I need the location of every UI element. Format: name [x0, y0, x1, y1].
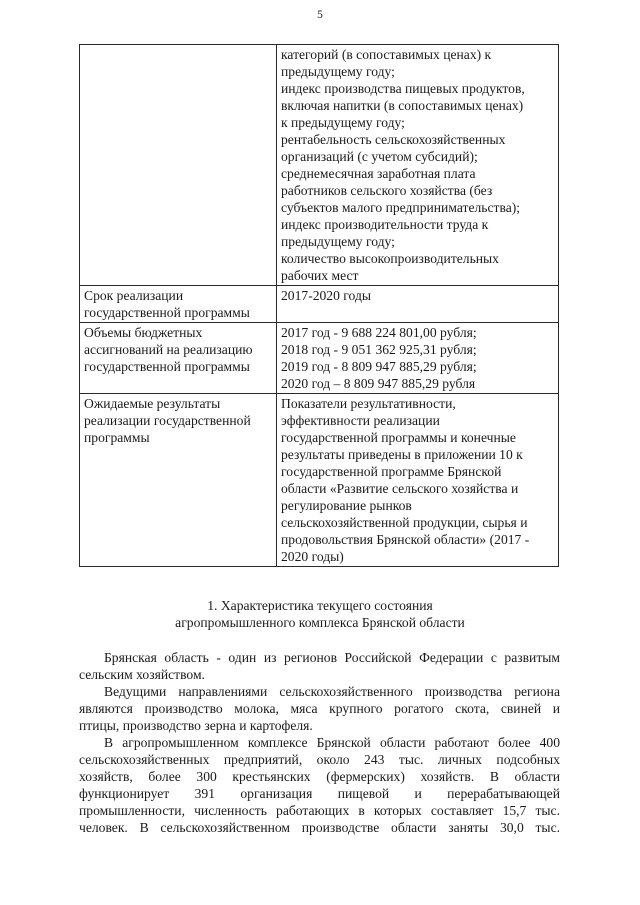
program-passport-table — [79, 44, 559, 567]
paragraph-line: функционирует 391 организация пищевой и перерабатывающей — [79, 786, 560, 801]
paragraph-line: сельскохозяйственных предприятий, около 243 тыс. личных подсобных — [79, 752, 560, 767]
paragraph-line: Ведущими направлениями сельскохозяйственного производства региона — [104, 684, 560, 699]
table-cell-indicators — [277, 45, 559, 286]
cell-line: рентабельность сельскохозяйственных — [281, 132, 506, 147]
section-title-line: агропромышленного комплекса Брянской области — [175, 615, 465, 630]
table-cell-value — [277, 394, 559, 567]
table-row — [80, 286, 559, 323]
cell-line: сельскохозяйственной продукции, сырья и — [281, 515, 528, 530]
cell-line: субъектов малого предпринимательства); — [281, 200, 521, 215]
body-text — [79, 649, 560, 836]
cell-line: 2020 годы) — [281, 549, 344, 564]
table-cell-label — [80, 286, 277, 323]
cell-line: 2017-2020 годы — [281, 288, 371, 303]
cell-line: индекс производства пищевых продуктов, — [281, 81, 525, 96]
cell-line: государственной программе Брянской — [281, 464, 502, 479]
cell-line: государственной программы — [84, 305, 250, 320]
table-cell-label — [80, 45, 277, 286]
paragraph-line: промышленности, численность работающих в которых составляет 15,7 тыс. — [79, 803, 560, 818]
cell-line: государственной программы и конечные — [281, 430, 516, 445]
cell-line: 2017 год - 9 688 224 801,00 рубля; — [281, 325, 477, 340]
table-row — [80, 45, 559, 286]
cell-line: среднемесячная заработная плата — [281, 166, 476, 181]
cell-line: 2019 год - 8 809 947 885,29 рубля; — [281, 359, 477, 374]
cell-line: организаций (с учетом субсидий); — [281, 149, 478, 164]
table-cell-label — [80, 323, 277, 394]
cell-line: индекс производительности труда к — [281, 217, 489, 232]
table-row — [80, 323, 559, 394]
cell-line: работников сельского хозяйства (без — [281, 183, 493, 198]
cell-line: реализации государственной — [84, 413, 251, 428]
paragraph-line: сельским хозяйством. — [79, 667, 205, 682]
cell-line: категорий (в сопоставимых ценах) к — [281, 47, 492, 62]
table-cell-label — [80, 394, 277, 567]
cell-line: эффективности реализации — [281, 413, 440, 428]
cell-line: государственной программы — [84, 359, 250, 374]
cell-line: Срок реализации — [84, 288, 184, 303]
page-number: 5 — [317, 9, 323, 21]
paragraph-line: человек. В сельскохозяйственном производстве области заняты 30,0 тыс. — [79, 820, 560, 835]
cell-line: рабочих мест — [281, 268, 359, 283]
cell-line: предыдущему году; — [281, 234, 395, 249]
cell-line: программы — [84, 430, 150, 445]
cell-line: включая напитки (в сопоставимых ценах) — [281, 98, 524, 113]
section-heading — [0, 597, 640, 631]
cell-line: результаты приведены в приложении 10 к — [281, 447, 523, 462]
table-cell-value — [277, 323, 559, 394]
cell-line: продовольствия Брянской области» (2017 - — [281, 532, 530, 547]
cell-line: 2018 год - 9 051 362 925,31 рубля; — [281, 342, 477, 357]
cell-line: предыдущему году; — [281, 64, 395, 79]
cell-line: области «Развитие сельского хозяйства и — [281, 481, 519, 496]
paragraph-line: Брянская область - один из регионов Российской Федерации с развитым — [104, 650, 560, 665]
paragraph-line: В агропромышленном комплексе Брянской области работают более 400 — [104, 735, 560, 750]
cell-line: Объемы бюджетных — [84, 325, 203, 340]
cell-line: к предыдущему году; — [281, 115, 405, 130]
cell-line: количество высокопроизводительных — [281, 251, 499, 266]
paragraph-line: птицы, производство зерна и картофеля. — [79, 718, 313, 733]
paragraph-line: хозяйств, более 300 крестьянских (фермерских) хозяйств. В области — [79, 769, 560, 784]
cell-line: регулирование рынков — [281, 498, 412, 513]
cell-line: Показатели результативности, — [281, 396, 456, 411]
cell-line: ассигнований на реализацию — [84, 342, 253, 357]
section-title-line: 1. Характеристика текущего состояния — [207, 598, 433, 613]
table-cell-value — [277, 286, 559, 323]
cell-line: Ожидаемые результаты — [84, 396, 221, 411]
paragraph-line: являются производство молока, мяса крупного рогатого скота, свиней и — [79, 701, 560, 716]
table-row — [80, 394, 559, 567]
cell-line: 2020 год – 8 809 947 885,29 рубля — [281, 376, 476, 391]
